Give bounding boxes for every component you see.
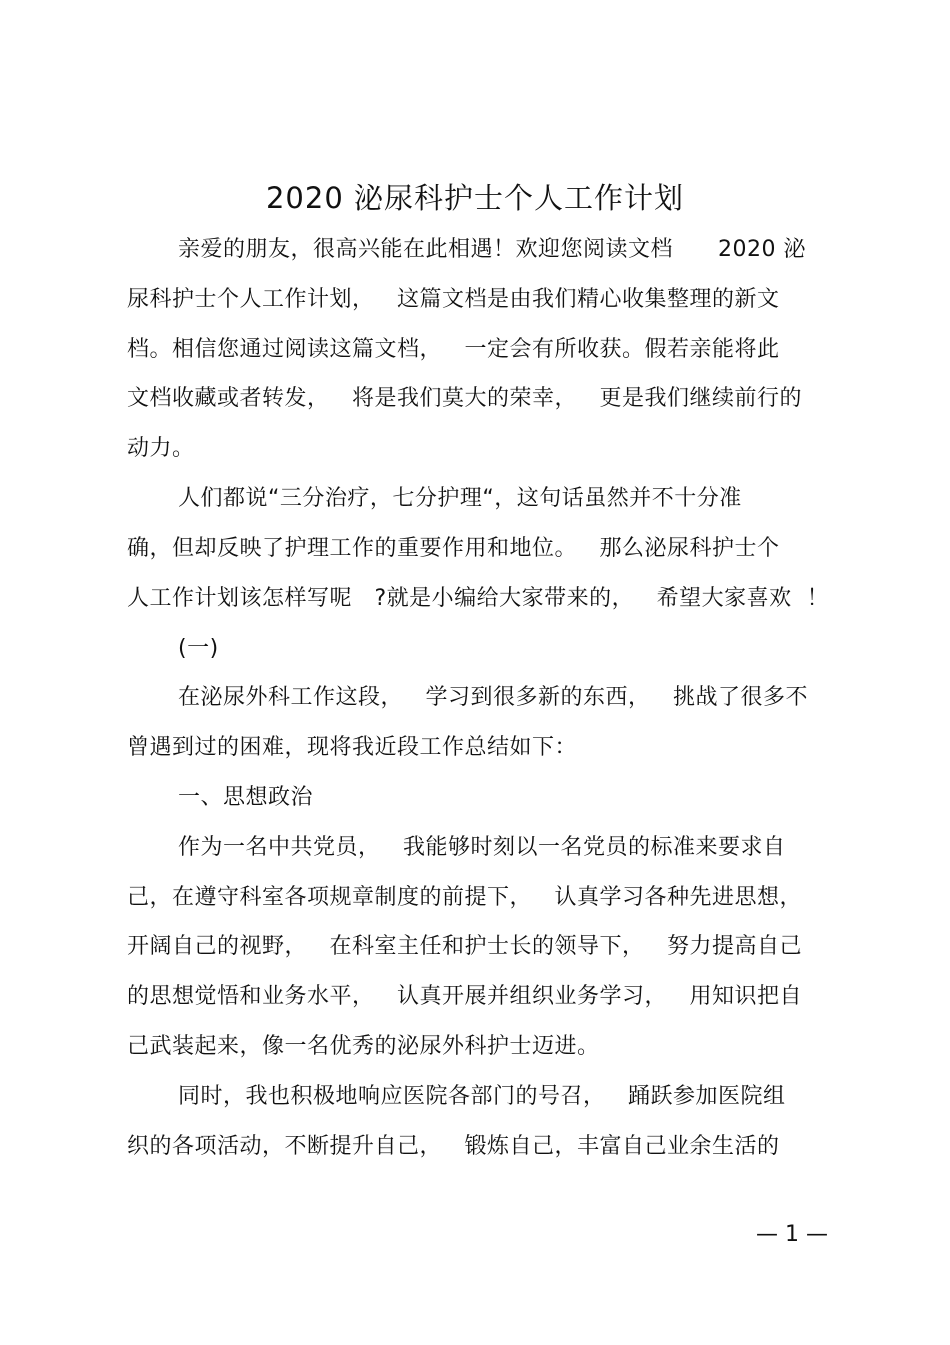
body-line: 人工作计划该怎样写呢 ?就是小编给大家带来的， 希望大家喜欢 ！ [127, 586, 830, 611]
body-line: 确，但却反映了护理工作的重要作用和地位。 那么泌尿科护士个 [127, 536, 780, 561]
body-line: 的思想觉悟和业务水平， 认真开展并组织业务学习， 用知识把自 [127, 984, 802, 1009]
body-line: 人们都说“三分治疗，七分护理“，这句话虽然并不十分准 [178, 486, 742, 511]
page-number: — 1 — [756, 1222, 828, 1247]
body-line: 亲爱的朋友，很高兴能在此相遇！欢迎您阅读文档 2020 泌 [178, 237, 806, 262]
body-line: 作为一名中共党员， 我能够时刻以一名党员的标准来要求自 [178, 835, 786, 860]
body-line: 文档收藏或者转发， 将是我们莫大的荣幸， 更是我们继续前行的 [127, 386, 802, 411]
body-line: 己武装起来，像一名优秀的泌尿外科护士迈进。 [127, 1034, 600, 1059]
section-marker: (一) [178, 636, 219, 661]
body-line: 动力。 [127, 436, 195, 461]
body-line: 织的各项活动，不断提升自己， 锻炼自己，丰富自己业余生活的 [127, 1134, 780, 1159]
body-line: 开阔自己的视野， 在科室主任和护士长的领导下， 努力提高自己 [127, 934, 802, 959]
body-line: 己，在遵守科室各项规章制度的前提下， 认真学习各种先进思想， [127, 885, 802, 910]
document-title: 2020 泌尿科护士个人工作计划 [265, 181, 685, 215]
body-line: 曾遇到过的困难，现将我近段工作总结如下： [127, 735, 578, 760]
body-line: 档。相信您通过阅读这篇文档， 一定会有所收获。假若亲能将此 [127, 337, 780, 362]
body-line: 同时，我也积极地响应医院各部门的号召， 踊跃参加医院组 [178, 1084, 786, 1109]
body-line: 尿科护士个人工作计划， 这篇文档是由我们精心收集整理的新文 [127, 287, 780, 312]
body-line: 在泌尿外科工作这段， 学习到很多新的东西， 挑战了很多不 [178, 685, 808, 710]
section-heading: 一、思想政治 [178, 785, 314, 810]
